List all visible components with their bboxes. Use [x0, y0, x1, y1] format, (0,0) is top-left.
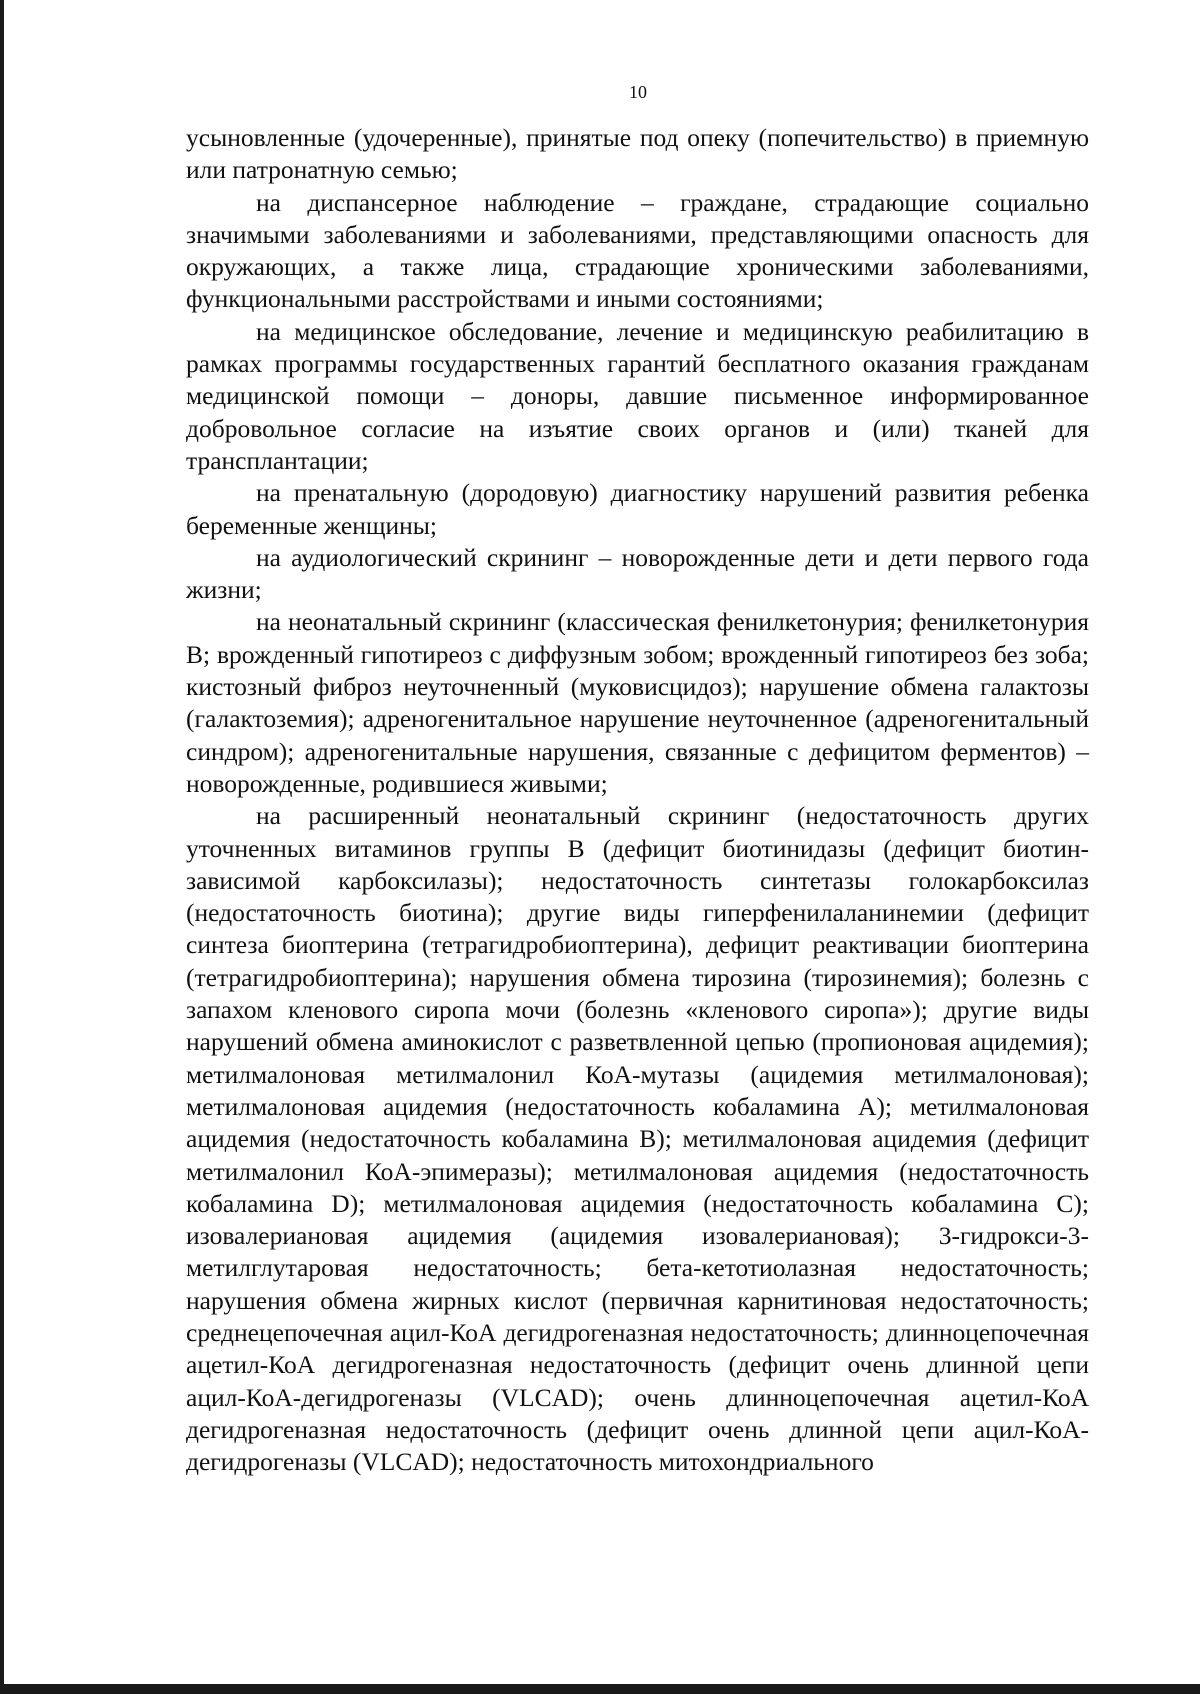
- page-number: 10: [629, 82, 647, 102]
- paragraph-adopted-children: усыновленные (удочеренные), принятые под опеку (попечительство) в приемную или патронатную семью;: [186, 123, 1089, 185]
- paragraph-neonatal-screening: на неонатальный скрининг (классическая фенилкетонурия; фенилкетонурия В; врожденный гипотиреоз с диффузным зобом; врожденный гипотиреоз без зоба; кистозный фиброз неуточненный (муковисцидоз); нарушение обмена галактозы (галактоземия); адреногенитальное нарушение неуточненное (адреногенитальный синдром); адреногенитальные нарушения, связанные с дефицитом ферментов) – новорожденные, родившиеся живыми;: [186, 607, 1089, 798]
- paragraph-extended-neonatal-screening: на расширенный неонатальный скрининг (недостаточность других уточненных витаминов группы В (дефицит биотинидазы (дефицит биотин-зависимой карбоксилазы); недостаточность синтетазы голокарбоксилаз (недостаточность биотина); другие виды гиперфенилаланинемии (дефицит синтеза биоптерина (тетрагидробиоптерина), дефицит реактивации биоптерина (тетрагидробиоптерина); нарушения обмена тирозина (тирозинемия); болезнь с запахом кленового сиропа мочи (болезнь «кленового сиропа»); другие виды нарушений обмена аминокислот с разветвленной цепью (пропионовая ацидемия); метилмалоновая метилмалонил КоА-мутазы (ацидемия метилмалоновая); метилмалоновая ацидемия (недостаточность кобаламина А); метилмалоновая ацидемия (недостаточность кобаламина В); метилмалоновая ацидемия (дефицит метилмалонил КоА-эпимеразы); метилмалоновая ацидемия (недостаточность кобаламина D); метилмалоновая ацидемия (недостаточность кобаламина С); изовалериановая ацидемия (ацидемия изовалериановая); 3-гидрокси-3-метилглутаровая недостаточность; бета-кетотиолазная недостаточность; нарушения обмена жирных кислот (первичная карнитиновая недостаточность; среднецепочечная ацил-КоА дегидрогеназная недостаточность; длинноцепочечная ацетил-КоА дегидрогеназная недостаточность (дефицит очень длинной цепи ацил-КоА-дегидрогеназы (VLCAD); очень длинноцепочечная ацетил-КоА дегидрогеназная недостаточность (дефицит очень длинной цепи ацил-КоА-дегидрогеназы (VLCAD); недостаточность митохондриального: [186, 801, 1089, 1477]
- paragraph-prenatal-diagnostics: на пренатальную (дородовую) диагностику нарушений развития ребенка беременные женщины;: [186, 478, 1089, 540]
- paragraph-medical-examination-donors: на медицинское обследование, лечение и медицинскую реабилитацию в рамках программы государственных гарантий бесплатного оказания гражданам медицинской помощи – доноры, давшие письменное информированное добровольное согласие на изъятие своих органов и (или) тканей для трансплантации;: [186, 316, 1089, 475]
- paragraph-dispensary-observation: на диспансерное наблюдение – граждане, страдающие социально значимыми заболеваниями и заболеваниями, представляющими опасность для окружающих, а также лица, страдающие хроническими заболеваниями, функциональными расстройствами и иными состояниями;: [186, 187, 1089, 314]
- scan-bottom-edge: [0, 1684, 1200, 1694]
- paragraph-audiology-screening: на аудиологический скрининг – новорожденные дети и дети первого года жизни;: [186, 542, 1089, 605]
- scan-left-edge: [0, 0, 4, 1694]
- document-body: [186, 122, 1089, 1478]
